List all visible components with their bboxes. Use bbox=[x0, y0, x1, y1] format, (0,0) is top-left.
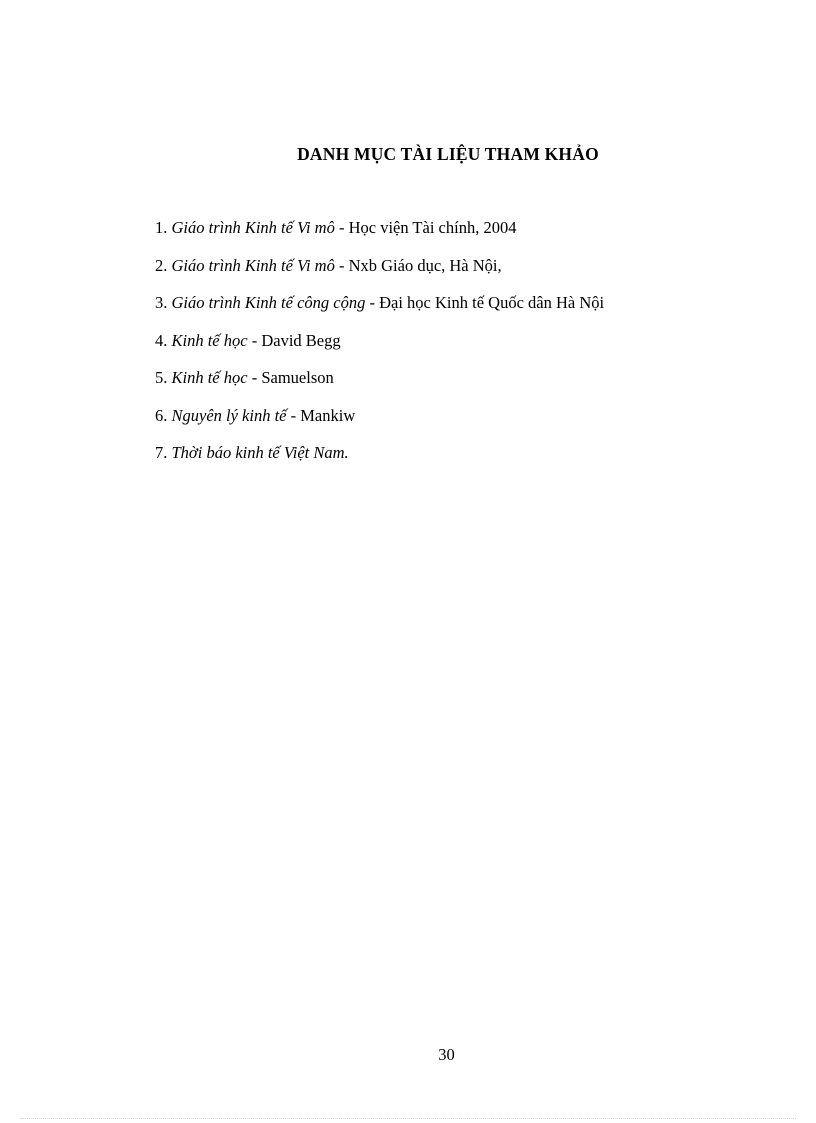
page-title: DANH MỤC TÀI LIỆU THAM KHẢO bbox=[297, 144, 599, 164]
reference-title: Thời báo kinh tế Việt Nam. bbox=[171, 443, 349, 462]
page-number: 30 bbox=[438, 1045, 455, 1064]
list-item bbox=[155, 365, 604, 403]
reference-source: David Begg bbox=[261, 330, 341, 350]
list-item bbox=[155, 403, 604, 441]
reference-number: 6. bbox=[155, 405, 168, 425]
reference-number: 3. bbox=[155, 293, 168, 312]
list-item bbox=[155, 253, 604, 291]
reference-title: Kinh tế học bbox=[171, 330, 248, 350]
page-bottom-divider bbox=[20, 1118, 796, 1119]
reference-source: Nxb Giáo dục, Hà Nội, bbox=[348, 255, 502, 275]
reference-source: Học viện Tài chính, 2004 bbox=[348, 218, 517, 237]
reference-number: 5. bbox=[155, 368, 168, 387]
reference-number: 1. bbox=[155, 218, 168, 237]
reference-separator: - bbox=[334, 255, 349, 275]
reference-separator: - bbox=[247, 368, 262, 387]
reference-source: Đại học Kinh tế Quốc dân Hà Nội bbox=[379, 293, 605, 312]
list-item bbox=[155, 290, 604, 328]
reference-source: Samuelson bbox=[261, 368, 334, 387]
reference-separator: - bbox=[334, 218, 349, 237]
list-item bbox=[155, 328, 604, 366]
reference-list bbox=[155, 215, 604, 478]
reference-separator: - bbox=[286, 405, 301, 425]
reference-number: 7. bbox=[155, 443, 168, 462]
reference-title: Giáo trình Kinh tế công cộng bbox=[171, 293, 366, 312]
reference-separator: - bbox=[365, 293, 380, 312]
reference-title: Giáo trình Kinh tế Vi mô bbox=[171, 218, 335, 237]
reference-number: 4. bbox=[155, 330, 168, 350]
reference-source: Mankiw bbox=[300, 405, 356, 425]
reference-title: Kinh tế học bbox=[171, 368, 248, 387]
list-item bbox=[155, 215, 604, 253]
list-item bbox=[155, 440, 604, 478]
reference-number: 2. bbox=[155, 255, 168, 275]
reference-title: Giáo trình Kinh tế Vi mô bbox=[171, 255, 335, 275]
reference-separator: - bbox=[247, 330, 262, 350]
reference-title: Nguyên lý kinh tế bbox=[171, 405, 287, 425]
